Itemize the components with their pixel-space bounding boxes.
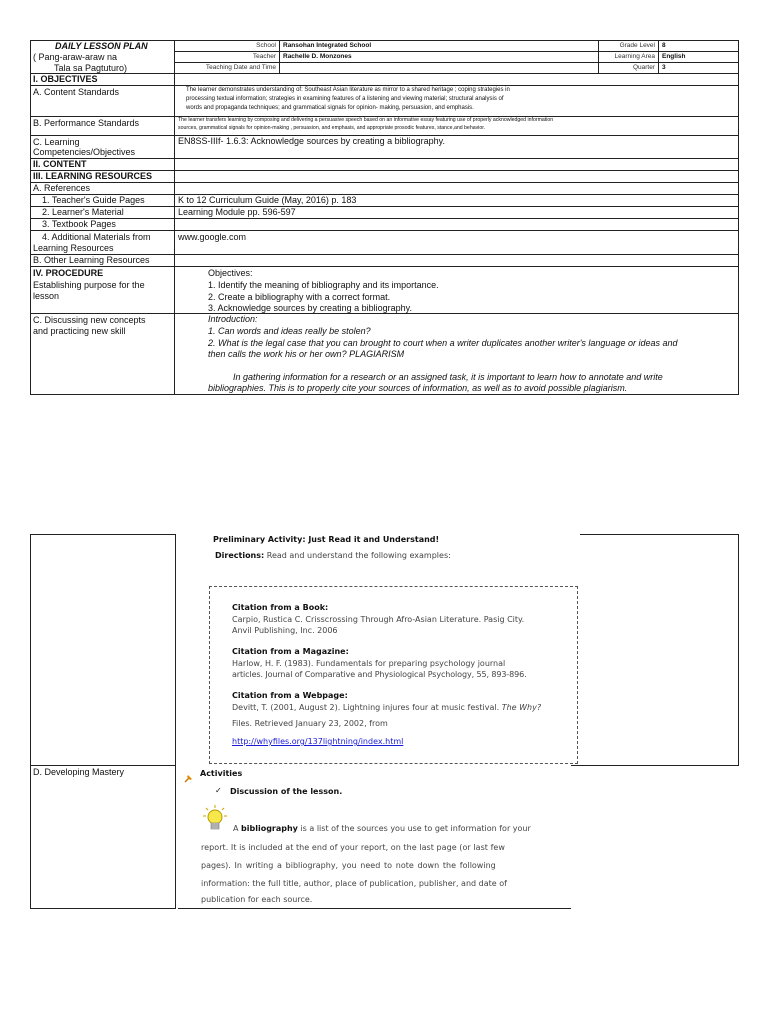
teachers-guide-label: 1. Teacher's Guide Pages — [42, 195, 145, 205]
row-line — [30, 182, 739, 183]
objective-item: 2. Create a bibliography with a correct format. — [208, 292, 391, 302]
textbook-label: 3. Textbook Pages — [42, 219, 116, 229]
other-resources-label: B. Other Learning Resources — [33, 255, 150, 265]
question-item: then calls the work his or her own? PLAGIARISM — [208, 349, 405, 359]
table-border-right — [738, 534, 739, 765]
row-line — [571, 765, 739, 766]
competencies-label: Competencies/Objectives — [33, 147, 136, 157]
citation-magazine-text: Harlow, H. F. (1983). Fundamentals for preparing psychology journal — [232, 659, 506, 668]
performance-standards-text: sources, grammatical signals for opinion-making , persuasion, and emphasis, and appropriate prosodic features, stance,and behavior. — [178, 125, 486, 131]
pin-icon — [184, 770, 194, 780]
plan-subtitle: Tala sa Pagtuturo) — [54, 63, 128, 73]
activities-heading: Activities — [200, 769, 243, 778]
citation-magazine-head: Citation from a Magazine: — [232, 647, 349, 656]
bibliography-definition — [233, 824, 531, 834]
introduction-head: Introduction: — [208, 314, 258, 324]
bibliography-definition: publication for each source. — [201, 895, 313, 904]
row-line — [30, 206, 739, 207]
teachers-guide-value: K to 12 Curriculum Guide (May, 2016) p. 183 — [178, 195, 357, 205]
resources-heading: III. LEARNING RESOURCES — [33, 171, 153, 181]
area-label: Learning Area — [614, 53, 655, 60]
row-line — [30, 313, 739, 314]
row-line — [580, 534, 739, 535]
content-standards-text: The learner demonstrates understanding of: Southeast Asian literature as mirror to a shared heritage ; coping strategies in — [186, 87, 510, 93]
row-line — [30, 908, 175, 909]
citation-book-text: Carpio, Rustica C. Crisscrossing Through Afro-Asian Literature. Pasig City. — [232, 615, 525, 624]
content-heading: II. CONTENT — [33, 159, 87, 169]
directions-text: Read and understand the following examples: — [264, 551, 451, 560]
quarter-value: 3 — [662, 64, 666, 71]
table-border-right — [738, 40, 739, 394]
row-line — [174, 51, 739, 52]
table-border-left — [30, 534, 31, 909]
discussing-label: C. Discussing new concepts — [33, 315, 146, 325]
row-line — [30, 266, 739, 267]
table-column-divider — [175, 534, 176, 909]
developing-mastery-label: D. Developing Mastery — [33, 767, 125, 777]
school-label: School — [256, 42, 276, 49]
check-icon: ✓ — [215, 786, 222, 795]
row-line — [30, 73, 739, 74]
references-label: A. References — [33, 183, 91, 193]
row-line — [30, 158, 739, 159]
area-value: English — [662, 53, 686, 60]
objectives-heading: I. OBJECTIVES — [33, 74, 98, 84]
objective-item: 1. Identify the meaning of bibliography and its importance. — [208, 280, 439, 290]
citation-webpage-text: Files. Retrieved January 23, 2002, from — [232, 719, 388, 728]
discussion-item: Discussion of the lesson. — [230, 787, 343, 796]
grade-value: 8 — [662, 42, 666, 49]
row-line — [30, 765, 175, 766]
citation-book-text: Anvil Publishing, Inc. 2006 — [232, 626, 338, 635]
plan-title: DAILY LESSON PLAN — [55, 41, 148, 51]
bibliography-definition: pages). In writing a bibliography, you need to note down the following — [201, 861, 496, 870]
citation-webpage-text — [232, 703, 541, 713]
content-standards-text: words and propaganda techniques; and grammatical signals for opinion- making, persuasion, and emphasis. — [186, 105, 474, 111]
content-standards-text: processing textual information; strategies in examining features of a listening and viewing material; structural analysis of — [186, 96, 504, 102]
additional-materials-label: 4. Additional Materials from — [42, 232, 151, 242]
citation-webpage-text-b: The Why? — [501, 703, 542, 712]
bibliography-definition: information: the full title, author, place of publication, publisher, and date of — [201, 879, 507, 888]
row-line — [174, 62, 739, 63]
intro-paragraph: In gathering information for a research or an assigned task, it is important to learn how to annotate and write — [233, 372, 663, 382]
citation-webpage-text-a: Devitt, T. (2001, August 2). Lightning injures four at music festival. — [232, 703, 502, 712]
grade-label: Grade Level — [619, 42, 655, 49]
purpose-label: lesson — [33, 291, 60, 301]
question-item: 2. What is the legal case that you can brought to court when a writer duplicates another writer's language or ideas and — [208, 338, 678, 348]
competencies-label: C. Learning — [33, 137, 80, 147]
additional-materials-label: Learning Resources — [33, 243, 114, 253]
citation-magazine-text: articles. Journal of Comparative and Physiological Psychology, 55, 893-896. — [232, 670, 527, 679]
row-line — [30, 394, 739, 395]
biblio-term: bibliography — [241, 824, 298, 833]
school-value: Ransohan Integrated School — [283, 42, 372, 49]
performance-standards-text: The learner transfers learning by composing and delivering a persuasive speech based on an informative essay featuring use of properly acknowledged information — [178, 117, 554, 123]
prelim-title: Preliminary Activity: Just Read it and Understand! — [213, 535, 440, 544]
lightbulb-icon — [201, 804, 229, 834]
table-border-left — [30, 40, 31, 394]
additional-materials-value: www.google.com — [178, 232, 247, 242]
teacher-label: Teacher — [252, 53, 276, 60]
intro-paragraph: bibliographies. This is to properly cite your sources of information, as well as to avoid possible plagiarism. — [208, 383, 628, 393]
procedure-heading: IV. PROCEDURE — [33, 268, 104, 278]
directions-label: Directions: — [215, 551, 265, 560]
biblio-pre: A — [233, 824, 242, 833]
citation-webpage-head: Citation from a Webpage: — [232, 691, 348, 700]
learners-material-value: Learning Module pp. 596-597 — [178, 207, 296, 217]
biblio-rest: is a list of the sources you use to get information for your — [297, 824, 531, 833]
row-line — [30, 534, 175, 535]
performance-standards-label: B. Performance Standards — [33, 118, 140, 128]
date-label: Teaching Date and Time — [205, 64, 276, 71]
row-line — [178, 908, 571, 909]
citation-book-head: Citation from a Book: — [232, 603, 329, 612]
bibliography-definition: report. It is included at the end of your report, on the last page (or last few — [201, 843, 505, 852]
question-item: 1. Can words and ideas really be stolen? — [208, 326, 371, 336]
content-standards-label: A. Content Standards — [33, 87, 120, 97]
directions — [215, 551, 451, 561]
purpose-label: Establishing purpose for the — [33, 280, 145, 290]
row-line — [30, 85, 739, 86]
discussing-label: and practicing new skill — [33, 326, 126, 336]
table-column-divider — [174, 40, 175, 394]
header-divider — [658, 40, 659, 73]
learners-material-label: 2. Learner's Material — [42, 207, 124, 217]
objective-item: 3. Acknowledge sources by creating a bibliography. — [208, 303, 412, 313]
quarter-label: Quarter — [632, 64, 655, 71]
row-line — [30, 218, 739, 219]
competencies-text: EN8SS-IIIf- 1.6.3: Acknowledge sources by creating a bibliography. — [178, 136, 445, 146]
row-line — [30, 230, 739, 231]
whyfiles-link[interactable]: http://whyfiles.org/137lightning/index.html — [232, 737, 404, 746]
header-divider — [279, 40, 280, 73]
plan-subtitle: ( Pang-araw-araw na — [33, 52, 118, 62]
teacher-value: Rachelle D. Monzones — [283, 53, 352, 60]
objectives-head: Objectives: — [208, 268, 253, 278]
